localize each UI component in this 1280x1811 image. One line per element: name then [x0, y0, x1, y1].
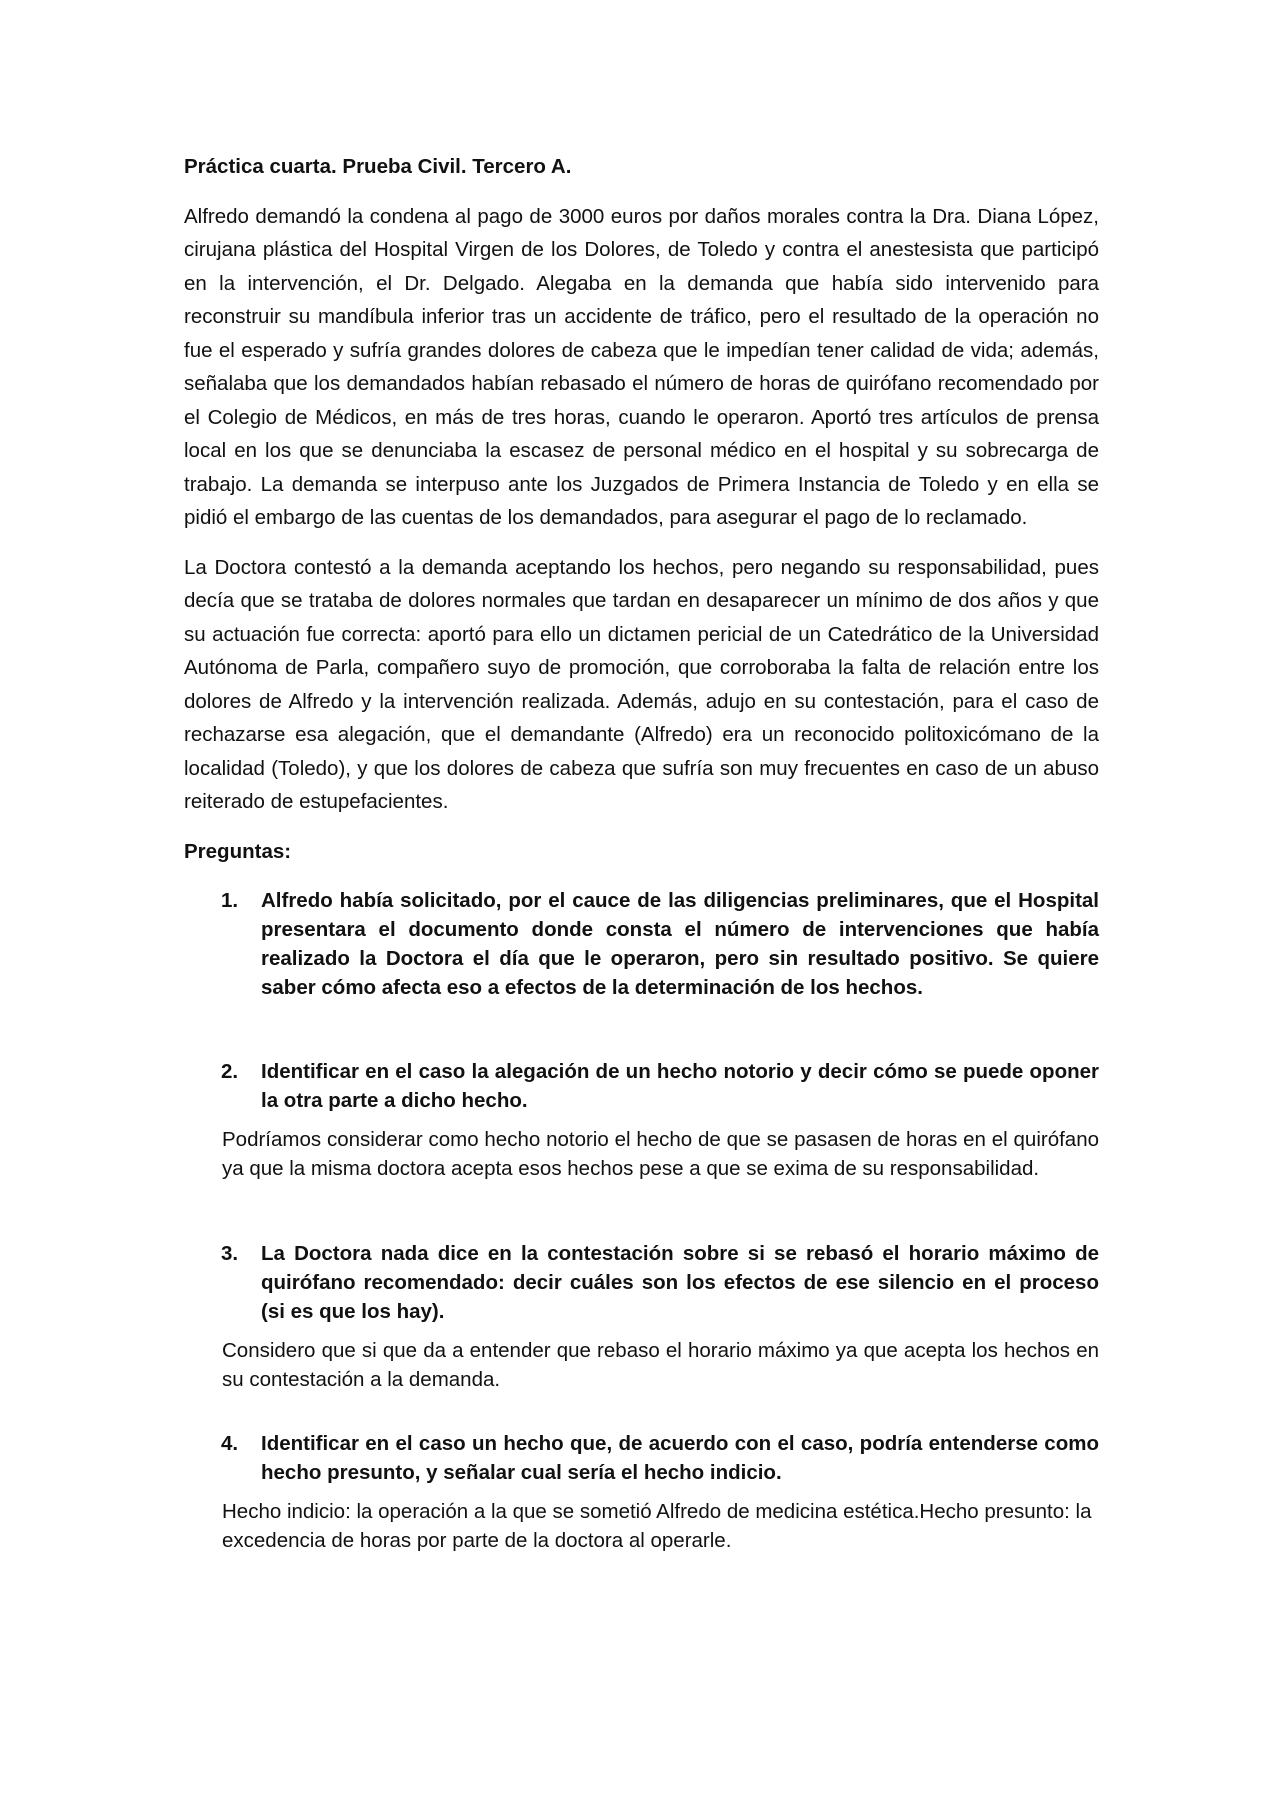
question-item-1 — [184, 886, 1099, 1002]
document-body — [184, 150, 1099, 1555]
question-text: La Doctora nada dice en la contestación sobre si se rebasó el horario máximo de quirófano recomendado: decir cuáles son los efectos de ese silencio en el proceso (si es que los hay). — [261, 1242, 1099, 1323]
answer-text: Hecho indicio: la operación a la que se sometió Alfredo de medicina estética.Hecho presunto: la excedencia de horas por parte de la doctora al operarle. — [222, 1500, 1092, 1552]
question-number: 2. — [221, 1060, 239, 1083]
question-text: Alfredo había solicitado, por el cauce de las diligencias preliminares, que el Hospital presentara el documento donde consta el número de intervenciones que había realizado la Doctora el día que le operaron, pero sin resultado positivo. Se quiere saber cómo afecta eso a efectos de la determinación de los hechos. — [261, 889, 1099, 999]
question-text: Identificar en el caso la alegación de un hecho notorio y decir cómo se puede oponer la otra parte a dicho hecho. — [261, 1060, 1099, 1112]
question-text: Identificar en el caso un hecho que, de acuerdo con el caso, podría entenderse como hecho presunto, y señalar cual sería el hecho indicio. — [261, 1432, 1099, 1484]
document-title: Práctica cuarta. Prueba Civil. Tercero A. — [184, 155, 572, 178]
questions-heading: Preguntas: — [184, 839, 292, 863]
case-paragraph-1: Alfredo demandó la condena al pago de 3000 euros por daños morales contra la Dra. Diana López, cirujana plástica del Hospital Virgen de los Dolores, de Toledo y contra el anestesista que participó en la intervención, el Dr. Delgado. Alegaba en la demanda que había sido intervenido para reconstruir su mandíbula inferior tras un accidente de tráfico, pero el resultado de la operación no fue el esperado y sufría grandes dolores de cabeza que le impedían tener calidad de vida; además, señalaba que los demandados habían rebasado el número de horas de quirófano recomendado por el Colegio de Médicos, en más de tres horas, cuando le operaron. Aportó tres artículos de prensa local en los que se denunciaba la escasez de personal médico en el hospital y su sobrecarga de trabajo. La demanda se interpuso ante los Juzgados de Primera Instancia de Toledo y en ella se pidió el embargo de las cuentas de los demandados, para asegurar el pago de lo reclamado. — [184, 204, 1099, 529]
case-paragraph-2: La Doctora contestó a la demanda aceptando los hechos, pero negando su responsabilidad, pues decía que se trataba de dolores normales que tardan en desaparecer un mínimo de dos años y que su actuación fue correcta: aportó para ello un dictamen pericial de un Catedrático de la Universidad Autónoma de Parla, compañero suyo de promoción, que corroboraba la falta de relación entre los dolores de Alfredo y la intervención realizada. Además, adujo en su contestación, para el caso de rechazarse esa alegación, que el demandante (Alfredo) era un reconocido politoxicómano de la localidad (Toledo), y que los dolores de cabeza que sufría son muy frecuentes en caso de un abuso reiterado de estupefacientes. — [184, 555, 1099, 813]
question-number: 1. — [221, 889, 239, 912]
question-number: 3. — [221, 1242, 239, 1265]
question-item-3 — [184, 1239, 1099, 1394]
answer-text: Considero que si que da a entender que rebaso el horario máximo ya que acepta los hechos en su contestación a la demanda. — [222, 1339, 1099, 1391]
question-item-4 — [184, 1429, 1099, 1555]
question-item-2 — [184, 1057, 1099, 1183]
answer-text: Podríamos considerar como hecho notorio el hecho de que se pasasen de horas en el quirófano ya que la misma doctora acepta esos hechos pese a que se exima de su responsabilidad. — [222, 1128, 1099, 1180]
questions-list — [184, 886, 1099, 1555]
question-number: 4. — [221, 1432, 239, 1455]
